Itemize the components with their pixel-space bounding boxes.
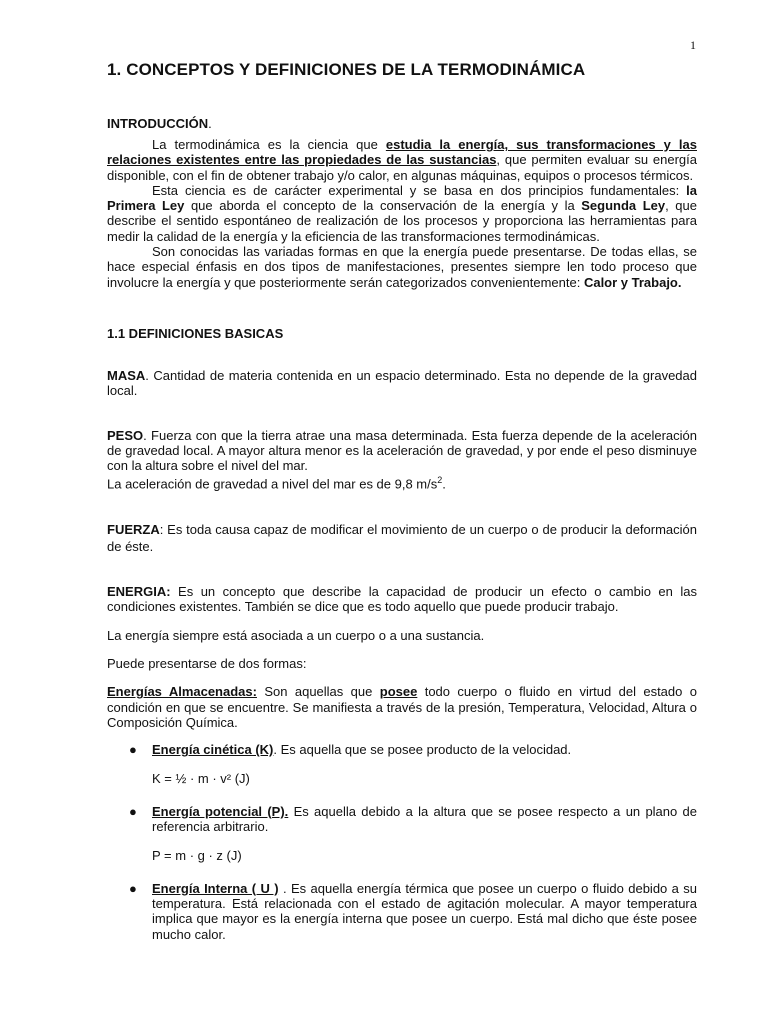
intro-heading-suffix: . <box>208 116 212 131</box>
energy-description: . Es aquella que se posee producto de la velocidad. <box>273 742 572 758</box>
list-item <box>107 881 697 942</box>
almacenadas-text-b: todo cuerpo o fluido en virtud del estado o condición en que se encuentre. Se manifiesta a través de la presión, Temperatura, Velocidad, Altura o Composición Química. <box>107 684 697 730</box>
energia-paragraph-2: La energía siempre está asociada a un cuerpo o a una sustancia. <box>107 627 485 643</box>
page-title: 1. CONCEPTOS Y DEFINICIONES DE LA TERMODINÁMICA <box>107 60 586 79</box>
definition-masa-text: . Cantidad de materia contenida en un espacio determinado. Esta no depende de la gravedad local. <box>107 367 697 399</box>
intro-p2-text-b: que aborda el concepto de la conservación de la energía y la <box>184 198 582 214</box>
energias-almacenadas <box>107 684 697 730</box>
energy-term: Energía cinética (K) <box>152 742 274 758</box>
intro-heading <box>107 116 697 131</box>
intro-p2-text-a: Esta ciencia es de carácter experimental y se basa en dos principios fundamentales: <box>152 182 687 198</box>
definition-fuerza <box>107 521 697 555</box>
document-body <box>107 60 697 959</box>
list-item <box>107 804 697 864</box>
peso-gravity-text: La aceleración de gravedad a nivel del mar es de 9,8 m/s <box>107 476 438 492</box>
definition-peso-text: . Fuerza con que la tierra atrae una masa determinada. Esta fuerza depende de la aceleración de gravedad local. A mayor altura menor es la aceleración de gravedad, y por ende el peso disminuye con la altura sobre el nivel del mar. <box>107 427 697 474</box>
energy-term: Energía potencial (P). <box>152 803 289 819</box>
peso-gravity-end: . <box>442 476 446 492</box>
bullet-icon: ● <box>129 742 137 758</box>
section-title: 1.1 DEFINICIONES BASICAS <box>107 325 284 341</box>
energy-description: Es aquella debido a la altura que se posee respecto a un plano de referencia arbitrario. <box>152 803 697 835</box>
almacenadas-text-a: Son aquellas que <box>256 684 380 700</box>
intro-paragraph-1 <box>107 137 697 183</box>
energy-term: Energía Interna ( U ) <box>152 880 279 896</box>
intro-paragraph-2 <box>107 183 697 244</box>
intro-heading-text: INTRODUCCIÓN <box>107 116 209 131</box>
energy-formula: K = ½ · m · v² (J) <box>152 771 250 787</box>
term-masa: MASA <box>107 367 146 383</box>
intro-p1-text-a: La termodinámica es la ciencia que <box>152 137 386 152</box>
almacenadas-posee: posee <box>379 684 418 700</box>
intro-p1-emphasis: estudia la energía, sus transformaciones y las relaciones existentes entre las propiedades de las sustancias <box>107 137 697 168</box>
bullet-icon: ● <box>129 803 137 819</box>
intro-p3-emphasis: Calor y Trabajo. <box>583 274 682 290</box>
page-number: 1 <box>690 38 696 52</box>
term-peso: PESO <box>107 427 144 443</box>
energy-formula: P = m · g · z (J) <box>152 848 242 864</box>
intro-p2-second-law: Segunda Ley <box>581 198 666 214</box>
definition-energia <box>107 584 697 615</box>
bullet-icon: ● <box>129 880 137 896</box>
definition-fuerza-text: : Es toda causa capaz de modificar el movimiento de un cuerpo o de producir la deformación de éste. <box>107 522 697 555</box>
intro-p3-text-a: Son conocidas las variadas formas en que la energía puede presentarse. De todas ellas, se hace especial énfasis en dos tipos de manifestaciones, presentes siempre len todo proceso que involucre la energía y que posteriormente serán categorizados convenientemente: <box>107 244 697 290</box>
intro-paragraph-3 <box>107 244 697 290</box>
definition-peso-line2 <box>107 473 697 492</box>
definition-peso <box>107 428 697 474</box>
term-energias-almacenadas: Energías Almacenadas: <box>107 684 257 700</box>
intro-p2-first-law: la Primera Ley <box>107 182 697 214</box>
intro-p1-text-b: , que permiten evaluar su energía disponible, con el fin de obtener trabajo y/o calor, en algunas máquinas, equipos o procesos térmicos. <box>107 152 697 183</box>
list-item <box>107 742 697 787</box>
energy-description: . Es aquella energía térmica que posee un cuerpo o fluido debido a su temperatura. Está relacionada con el estado de agitación molecular. A mayor temperatura implica que mayor es la energía interna que posee un cuerpo. Está mal dicho que éste posee mucho calor. <box>152 880 697 942</box>
term-fuerza: FUERZA <box>107 522 160 538</box>
peso-gravity-exponent: 2 <box>437 475 443 486</box>
definition-energia-text: Es un concepto que describe la capacidad de producir un efecto o cambio en las condiciones existentes. También se dice que es todo aquello que puede producir trabajo. <box>107 584 697 615</box>
energia-paragraph-3: Puede presentarse de dos formas: <box>107 655 307 671</box>
term-energia: ENERGIA: <box>107 584 171 600</box>
energy-types-list <box>107 742 697 942</box>
intro-p2-text-c: , que describe el sentido espontáneo de realización de los procesos y proporciona las herramientas para medir la calidad de la energía y la eficiencia de las transformaciones termodinámicas. <box>107 198 697 244</box>
definition-masa <box>107 368 697 399</box>
